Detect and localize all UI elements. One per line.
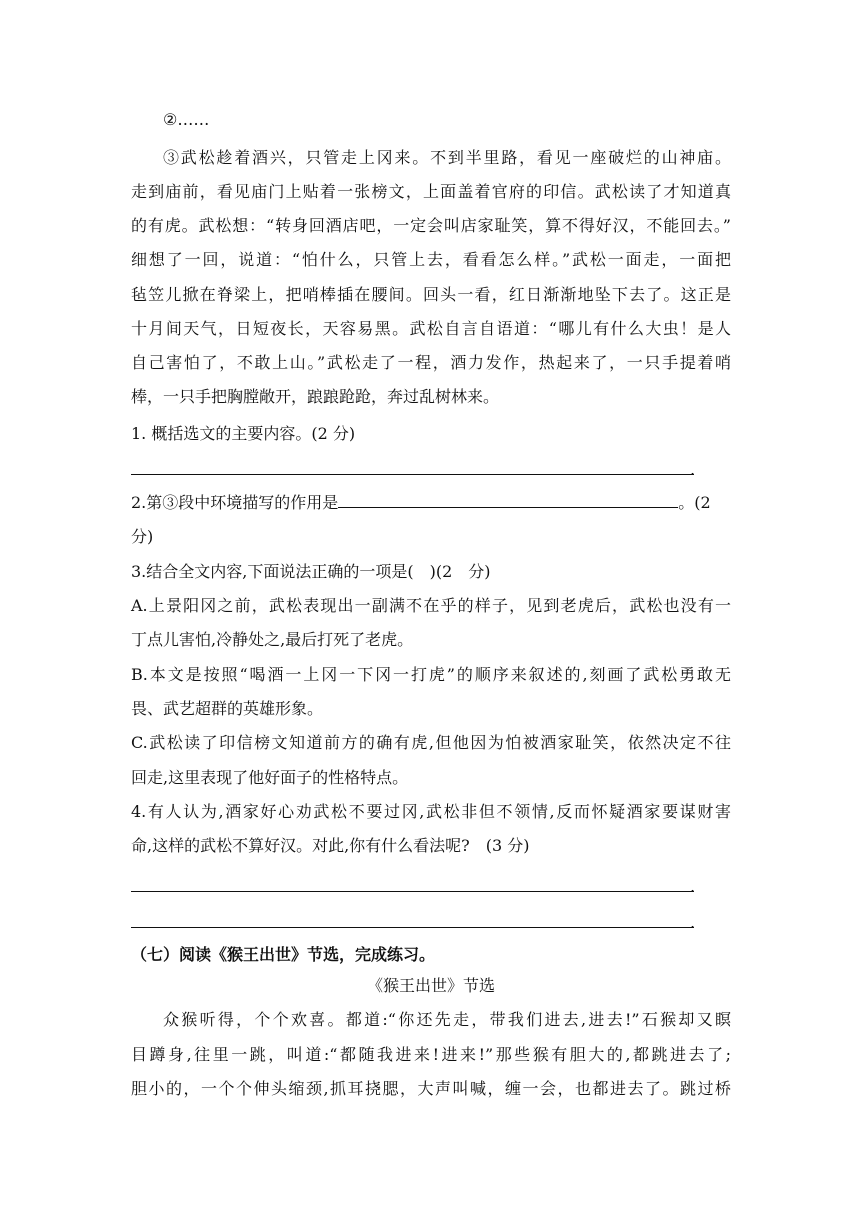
answer-line-q4-1-end: . (690, 877, 696, 896)
section-7-line-2: 目蹲身,往里一跳，叫道:“都随我进来!进来!”那些猴有胆大的,都跳进去了; (131, 1045, 731, 1064)
para-3-line-7: 自己害怕了，不敢上山。”武松走了一程，酒力发作，热起来了，一只手提着哨 (131, 353, 731, 372)
option-c-line-2: 回走,这里表现了他好面子的性格特点。 (131, 768, 409, 787)
question-2-suffix: 。(2 (678, 493, 711, 512)
question-1: 1. 概括选文的主要内容。(2 分) (131, 424, 356, 443)
section-7-line-1: 众猴听得，个个欢喜。都道:“你还先走，带我们进去,进去!”石猴却又瞑 (163, 1010, 731, 1029)
option-a-line-2: 丁点儿害怕,冷静处之,最后打死了老虎。 (131, 630, 414, 649)
para-3-line-5: 毡笠儿掀在脊梁上，把哨棒插在腰间。回头一看，红日渐渐地坠下去了。这正是 (131, 285, 731, 304)
question-4-line-1: 4.有人认为,酒家好心劝武松不要过冈,武松非但不领情,反而怀疑酒家要谋财害 (131, 802, 731, 821)
option-c-line-1: C.武松读了印信榜文知道前方的确有虎,但他因为怕被酒家耻笑，依然决定不往 (131, 733, 731, 752)
answer-line-q4-2[interactable] (131, 905, 694, 928)
question-4-line-2: 命,这样的武松不算好汉。对此,你有什么看法呢? (3 分) (131, 836, 530, 855)
section-7-heading: （七）阅读《猴王出世》节选，完成练习。 (131, 945, 436, 964)
para-3-line-8: 棒，一只手把胸膛敞开，踉踉跄跄，奔过乱树林来。 (131, 387, 500, 406)
para-3-line-3: 的有虎。武松想：“转身回酒店吧，一定会叫店家耻笑，算不得好汉，不能回去。” (131, 216, 731, 235)
question-2-tail: 分) (131, 527, 154, 546)
answer-line-q4-2-end: . (690, 913, 696, 932)
section-7-title: 《猴王出世》节选 (366, 976, 495, 995)
option-b-line-2: 畏、武艺超群的英雄形象。 (131, 699, 324, 718)
para-2-marker: ②…… (163, 110, 210, 129)
answer-line-q1[interactable] (131, 452, 694, 475)
answer-line-q1-end: . (690, 460, 696, 479)
question-2 (131, 493, 731, 513)
option-a-line-1: A.上景阳冈之前，武松表现出一副满不在乎的样子，见到老虎后，武松也没有一 (131, 596, 731, 615)
para-3-line-2: 走到庙前，看见庙门上贴着一张榜文，上面盖着官府的印信。武松读了才知道真 (131, 182, 731, 201)
question-2-prefix: 2.第③段中环境描写的作用是 (131, 493, 339, 512)
section-7-line-3: 胆小的，一个个伸头缩颈,抓耳挠腮，大声叫喊，缠一会，也都进去了。跳过桥 (131, 1079, 731, 1098)
answer-line-q2[interactable] (338, 493, 678, 508)
para-3-line-6: 十月间天气，日短夜长，天容易黑。武松自言自语道：“哪儿有什么大虫！是人 (131, 319, 731, 338)
para-3-line-1: ③武松趁着酒兴，只管走上冈来。不到半里路，看见一座破烂的山神庙。 (163, 148, 731, 167)
question-3: 3.结合全文内容,下面说法正确的一项是( )(2 分) (131, 562, 491, 581)
para-3-line-4: 细想了一回，说道：“怕什么，只管上去，看看怎么样。”武松一面走，一面把 (131, 250, 731, 269)
option-b-line-1: B.本文是按照“喝酒一上冈一下冈一打虎”的顺序来叙述的,刻画了武松勇敢无 (131, 665, 731, 684)
answer-line-q4-1[interactable] (131, 869, 694, 892)
